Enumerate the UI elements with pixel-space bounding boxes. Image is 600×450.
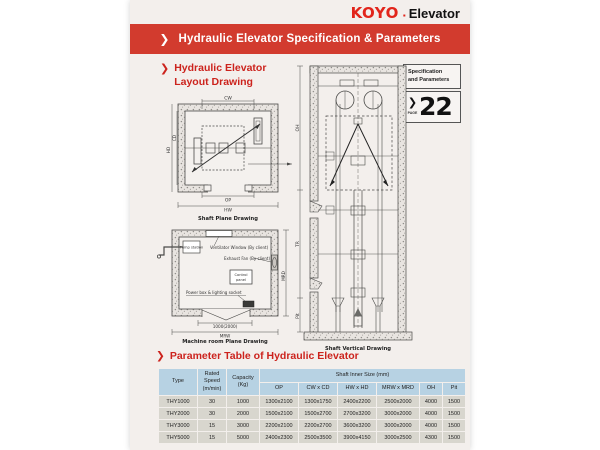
section-title-layout [160, 62, 266, 89]
section-title-layout-text: Hydraulic Elevator Layout Drawing [174, 62, 267, 88]
col-header-mrwmrd: MRW x MRD [377, 383, 419, 396]
col-header-capacity: Capacity (Kg) [227, 369, 259, 395]
dim-cw-label: CW [224, 96, 232, 102]
badge-caption: Specification and Parameters [403, 64, 461, 89]
logo-koyo-text: KOYO [350, 4, 399, 22]
table-row: THY3000 15 3000 2200x2100 2200x2700 3600x3200 3000x2000 4000 1500 [159, 420, 465, 431]
page-number: 22 [419, 92, 452, 121]
col-header-op: OP [260, 383, 298, 396]
dim-hd-label: HD [166, 146, 171, 154]
machine-room-drawing [150, 224, 300, 344]
power-box-label: Power box & lighting socket [186, 290, 242, 295]
logo-elevator-text: Elevator [408, 6, 460, 21]
table-row: THY2000 30 2000 1500x2100 1500x2700 2700x3200 3000x2000 4000 1500 [159, 408, 465, 419]
dim-inner-label: 1000(2000) [212, 324, 238, 329]
dim-mrd-label: MRD [281, 271, 286, 281]
dim-oh-label: OH [296, 124, 301, 132]
parameter-table [158, 368, 466, 444]
col-header-speed: Rated Speed (m/min) [198, 369, 226, 395]
machine-room-caption: Machine room Plane Drawing [182, 339, 268, 344]
shaft-vertical-caption: Shaft Vertical Drawing [324, 346, 392, 352]
table-row: THY5000 15 5000 2400x2300 2500x3500 3900x4150 3000x2500 4300 1500 [159, 432, 465, 443]
shaft-vertical-drawing [288, 60, 428, 358]
col-header-shaft-group: Shaft Inner Size (mm) [260, 369, 465, 382]
control-panel-label: panel [236, 278, 246, 282]
exhaust-fan-label: Exhaust Fan (By client) [224, 256, 271, 261]
dim-op-label: OP [224, 198, 232, 204]
col-header-pit: Pit [443, 383, 465, 396]
chevron-right-icon: ❯ [156, 350, 165, 362]
logo-dot-icon: ▪ [402, 11, 406, 20]
table-row: THY1000 30 1000 1300x2100 1300x1750 2400x2200 2500x2000 4000 1500 [159, 396, 465, 407]
dim-tr-label: TR [296, 241, 301, 247]
shaft-plane-caption: Shaft Plane Drawing [198, 216, 258, 222]
col-header-cwcd: CW x CD [299, 383, 337, 396]
dim-cd-label: CD [172, 134, 177, 142]
section-title-table-text: Parameter Table of Hydraulic Elevator [169, 350, 359, 362]
ventilator-label: Ventilator Window (By client) [210, 245, 269, 250]
col-header-hwhd: HW x HD [338, 383, 376, 396]
dim-pit-label: Pit [296, 313, 301, 319]
dim-mrw-label: MRW [219, 333, 231, 339]
page-banner [130, 24, 470, 54]
chevron-right-icon: ❯ [159, 32, 170, 46]
chevron-right-icon: ❯ [407, 97, 418, 109]
col-header-oh: OH [420, 383, 442, 396]
section-title-table [156, 350, 359, 362]
control-panel-label: Control [234, 273, 248, 277]
koyo-logo [351, 4, 460, 22]
col-header-type: Type [159, 369, 197, 395]
pump-station-label: Pump station [179, 245, 204, 250]
shaft-plane-drawing [150, 96, 300, 222]
chevron-right-icon: ❯ [160, 63, 170, 75]
scanned-page [130, 0, 470, 450]
dim-hw-label: HW [224, 208, 232, 214]
banner-title: Hydraulic Elevator Specification & Parameters [178, 33, 441, 45]
page-word: PAGE [407, 111, 418, 115]
